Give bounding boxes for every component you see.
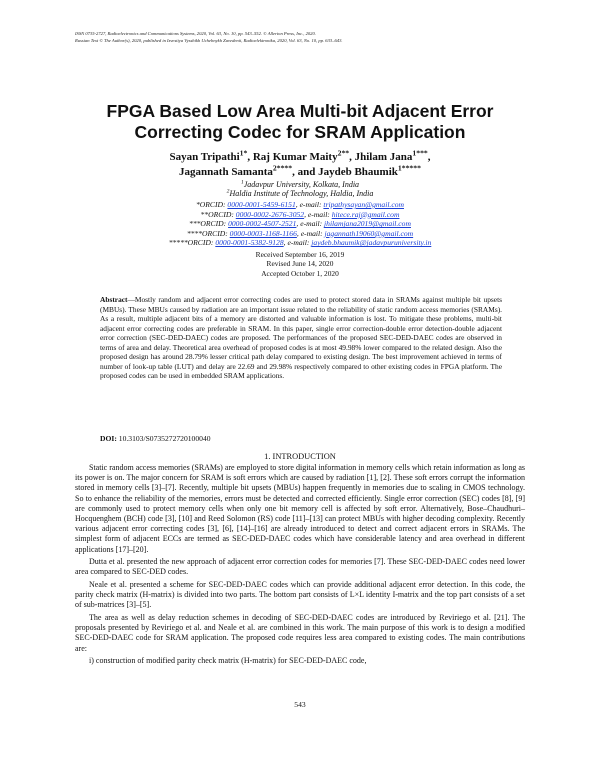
author-name: Jhilam Jana	[354, 151, 413, 163]
section-heading: 1. INTRODUCTION	[264, 452, 336, 461]
received-date: Received September 16, 2019	[255, 250, 345, 259]
affiliations	[40, 180, 560, 199]
affiliation-1: Jadavpur University, Kolkata, India	[243, 180, 360, 189]
orcid-email-label: , e-mail:	[296, 228, 325, 238]
title-line-2: Correcting Codec for SRAM Application	[134, 122, 466, 142]
orcid-email-label: , e-mail:	[296, 219, 325, 229]
orcid-email-label: , e-mail:	[283, 238, 312, 248]
email-link[interactable]: hitece.raj@gmail.com	[331, 209, 400, 219]
orcid-line	[40, 238, 560, 248]
email-link[interactable]: jhilamjana2019@gmail.com	[324, 219, 411, 229]
orcid-link[interactable]: 0000-0001-5459-6151	[227, 200, 296, 209]
orcid-link[interactable]: 0000-0002-2676-3052	[235, 209, 305, 219]
author-mark: 1*****	[397, 162, 421, 172]
paragraph: The area as well as delay reduction schemes in decoding of SEC-DED-DAEC codes are introduced by Reviriego et al. [21]. The proposals presented by Reviriego et al. and Neale et al. are combined in this work. The main purpose of this work is to design a modified SEC-DED-DAEC code for SRAM application. The proposed code requires less area compared to existing codes. The main contributions are:	[75, 613, 525, 653]
affiliation-2: Haldia Institute of Technology, Haldia, India	[229, 189, 374, 199]
author-name: Jagannath Samanta	[179, 165, 273, 178]
journal-header	[75, 31, 535, 44]
paragraph: i) construction of modified parity check matrix (H-matrix) for SEC-DED-DAEC code,	[89, 656, 367, 666]
author-mark: 2****	[272, 162, 293, 172]
orcid-list	[40, 200, 560, 248]
paragraph: Neale et al. presented a scheme for SEC-DED-DAEC codes which can provide additional adjacent error detection. In this code, the parity check matrix (H-matrix) is divided into two parts. The bottom part consists of L×L identity I-matrix and the top part consists of a set of sub-matrices [3]–[5].	[75, 580, 525, 610]
author-name: Raj Kumar Maity	[252, 151, 338, 163]
email-link[interactable]: jagannath19060@gmail.com	[324, 228, 414, 238]
doi-label: DOI:	[100, 434, 117, 443]
affiliation-mark: 1	[240, 179, 244, 186]
orcid-link[interactable]: 0000-0003-1168-1166	[229, 228, 297, 238]
abstract-text: —Mostly random and adjacent error correcting codes are used to protect stored data in SRAMs against multiple bit upsets (MBUs). These MBUs caused by radiation are an important issue related to the reliability of static random access memories (SRAMs). As a result, multiple adjacent bits of a memory are distorted and valuable information is lost. To mitigate these problems, multi-bit adjacent error correcting codes are preferable in SRAM. In this paper, single error correction-double error detection-double adjacent error correction (SEC-DED-DAEC) codes are proposed. The performances of the proposed SEC-DED-DAEC codes are observed in terms of area and delay. Theoretical area overhead of proposed codes is at most 49.98% lower compared to the related design. Also the proposed design has around 28.79% lesser critical path delay compared to existing design. The best improvement achieved in terms of number of look-up table (LUT) and delay are 22.69 and 29.98% respectively compared to other existing codes in FPGA platform. The proposed codes can be used in embedded SRAM applications.	[100, 295, 502, 380]
abstract	[100, 295, 502, 381]
revised-date: Revised June 14, 2020	[266, 259, 334, 269]
header-line-2: Russian Text © The Author(s), 2020, published in Izvestiya Vysshikh Uchebnykh Zavedenii, Radioelektronika, 2020, Vol. 63, No. 10, pp. 633–643.	[75, 37, 343, 43]
affiliation-mark: 2	[226, 188, 230, 195]
accepted-date: Accepted October 1, 2020	[261, 268, 339, 278]
orcid-link[interactable]: 0000-0001-5382-9128	[215, 238, 284, 248]
author-separator: ,	[247, 151, 253, 163]
header-line-1: ISSN 0735-2727, Radioelectronics and Communications Systems, 2020, Vol. 63, No. 10, pp. 543–552. © Allerton Press, Inc., 2020.	[75, 31, 316, 36]
orcid-prefix: ***ORCID:	[189, 219, 229, 229]
orcid-line	[40, 229, 560, 239]
author-name: Jaydeb Bhaumik	[318, 165, 398, 178]
abstract-label: Abstract	[100, 295, 128, 304]
author-name: Sayan Tripathi	[169, 151, 240, 163]
title-line-1: FPGA Based Low Area Multi-bit Adjacent Error	[106, 101, 494, 121]
paragraph: Dutta et al. presented the new approach of adjacent error correction codes for memories [7]. These SEC-DED-DAEC codes need lower area compared to SEC-DED codes.	[75, 557, 525, 577]
paper-title	[40, 101, 560, 143]
author-list	[40, 150, 560, 179]
orcid-email-label: , e-mail:	[295, 200, 324, 209]
author-mark: 1***	[412, 148, 428, 158]
page-number: 543	[294, 700, 306, 709]
orcid-prefix: ****ORCID:	[186, 228, 230, 238]
submission-dates	[40, 250, 560, 278]
paragraph: Static random access memories (SRAMs) are employed to store digital information in memory cells which retain information as long as its power is on. The major concern for SRAM is soft errors which are caused by radiation [1], [2]. These soft errors corrupt the information stored in memory cells [3]–[7]. Recently, multiple bit upsets (MBUs) happen frequently in memories due to scaling in CMOS technology. So to enhance the reliability of the memories, errors must be detected and corrected efficiently. Single error correction (SEC) codes [8], [9] are commonly used to protect memory cells when only one bit memory cell is affected by soft error. Alternatively, Bose–Chaudhuri–Hocquenghem (BCH) code [3], [10] and Reed Solomon (RS) code [11]–[13] can protect MBUs with higher decoding complexity. Recently various adjacent error correcting codes [3], [6], [14]–[16] are already introduced to detect and correct adjacent errors in SRAMs. The simplest form of adjacent ECCs are termed as SEC-DED-DAEC codes which have considerable latency and area overhead in different applications [17]–[20].	[75, 463, 525, 554]
orcid-prefix: **ORCID:	[200, 209, 236, 219]
author-mark: 2**	[337, 148, 350, 158]
orcid-line	[40, 210, 560, 220]
author-separator: , and	[292, 165, 319, 178]
orcid-email-label: , e-mail:	[304, 209, 332, 219]
orcid-line	[40, 200, 560, 210]
author-separator: ,	[427, 151, 431, 163]
orcid-line	[40, 219, 560, 229]
body-text	[75, 463, 525, 669]
email-link[interactable]: tripathysayan@gmail.com	[323, 200, 404, 209]
orcid-link[interactable]: 0000-0002-4507-2521	[228, 219, 297, 229]
doi-value: 10.3103/S0735272720100040	[118, 434, 211, 443]
author-separator: ,	[349, 151, 355, 163]
orcid-prefix: *ORCID:	[195, 200, 228, 209]
author-mark: 1*	[239, 148, 248, 158]
doi	[100, 434, 211, 443]
email-link[interactable]: jaydeb.bhaumik@jadavpuruniversity.in	[311, 238, 432, 248]
orcid-prefix: *****ORCID:	[168, 238, 216, 248]
